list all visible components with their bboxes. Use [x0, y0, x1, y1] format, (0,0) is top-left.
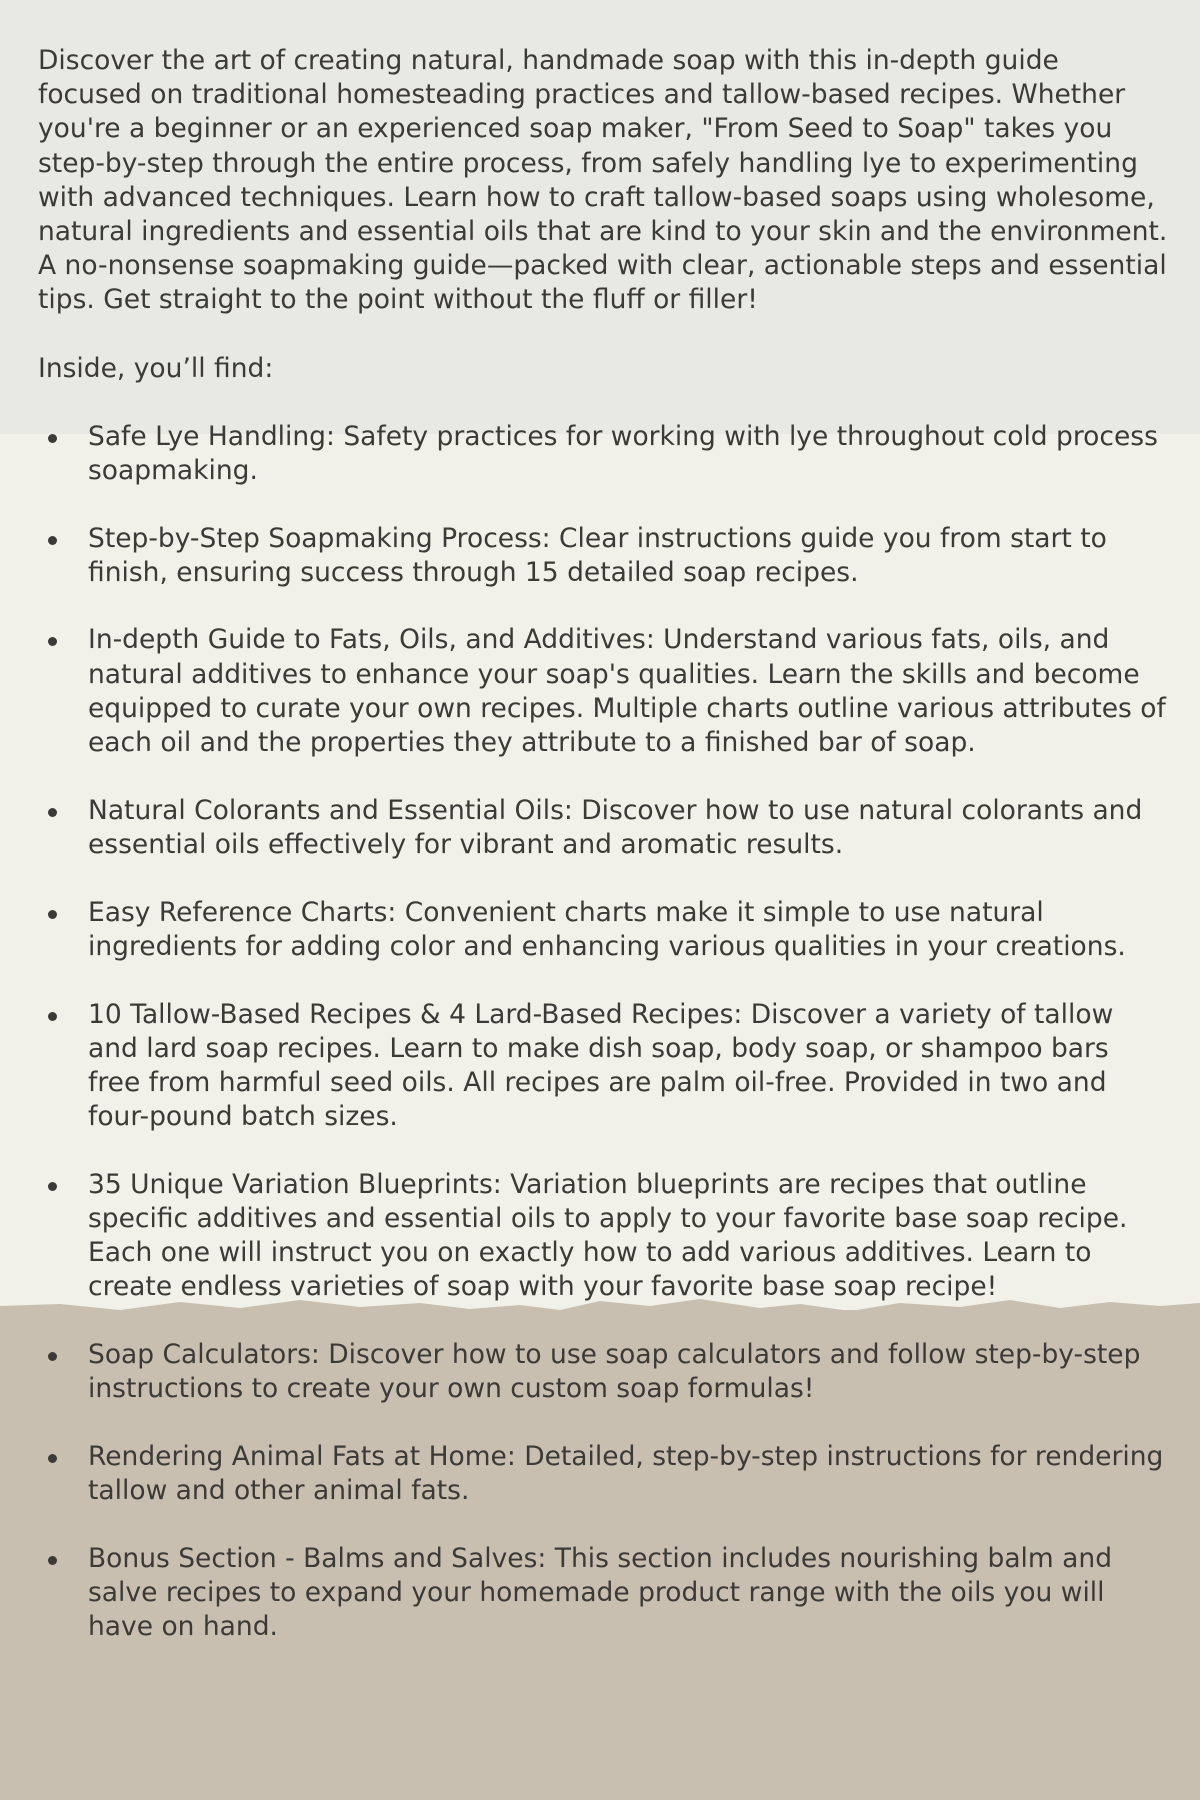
feature-text: Easy Reference Charts: Convenient charts make it simple to use natural ingredients for adding color and enhancing various qualities in your creations. [88, 896, 1126, 962]
list-item [38, 1440, 1168, 1508]
feature-text: Rendering Animal Fats at Home: Detailed, step-by-step instructions for rendering tallow and other animal fats. [88, 1441, 1164, 1507]
list-item [38, 522, 1168, 590]
feature-text: In-depth Guide to Fats, Oils, and Additives: Understand various fats, oils, and natural additives to enhance your soap's qualities. Learn the skills and become equipped to curate your own recipes. Multiple charts outline various attributes of each oil and the properties they attribute to a finished bar of soap. [88, 624, 1166, 759]
feature-text: Bonus Section - Balms and Salves: This section includes nourishing balm and salve recipes to expand your homemade product range with the oils you will have on hand. [88, 1543, 1113, 1643]
bullet-icon [48, 1454, 57, 1463]
feature-text: Soap Calculators: Discover how to use soap calculators and follow step-by-step instructions to create your own custom soap formulas! [88, 1339, 1141, 1405]
product-description [38, 44, 1168, 1678]
bullet-icon [48, 910, 57, 919]
list-item [38, 1168, 1168, 1305]
bullet-icon [48, 637, 57, 646]
feature-text: Safe Lye Handling: Safety practices for working with lye throughout cold process soapmaking. [88, 420, 1158, 486]
list-item [38, 998, 1168, 1135]
bullet-icon [48, 1556, 57, 1565]
list-item [38, 794, 1168, 862]
bullet-icon [48, 808, 57, 817]
list-item [38, 623, 1168, 760]
bullet-icon [48, 1352, 57, 1361]
intro-paragraph: Discover the art of creating natural, handmade soap with this in-depth guide focused on traditional homesteading practices and tallow-based recipes. Whether you're a beginner or an experienced soap maker, "From Seed to Soap" takes you step-by-step through the entire process, from safely handling lye to experimenting with advanced techniques. Learn how to craft tallow-based soaps using wholesome, natural ingredients and essential oils that are kind to your skin and the environment. A no-nonsense soapmaking guide—packed with clear, actionable steps and essential tips. Get straight to the point without the fluff or filler! [38, 45, 1168, 316]
list-item [38, 420, 1168, 488]
list-item [38, 896, 1168, 964]
feature-text: 35 Unique Variation Blueprints: Variation blueprints are recipes that outline specific additives and essential oils to apply to your favorite base soap recipe. Each one will instruct you on exactly how to add various additives. Learn to create endless varieties of soap with your favorite base soap recipe! [88, 1168, 1128, 1303]
list-item [38, 1542, 1168, 1645]
feature-text: Step-by-Step Soapmaking Process: Clear instructions guide you from start to finish, ensuring success through 15 detailed soap recipes. [88, 522, 1107, 588]
list-item [38, 1338, 1168, 1406]
inside-heading: Inside, you’ll find: [38, 352, 274, 384]
feature-text: Natural Colorants and Essential Oils: Discover how to use natural colorants and essential oils effectively for vibrant and aromatic results. [88, 794, 1143, 860]
feature-list [38, 420, 1168, 1645]
bullet-icon [48, 536, 57, 545]
bullet-icon [48, 434, 57, 443]
bullet-icon [48, 1012, 57, 1021]
bullet-icon [48, 1182, 57, 1191]
feature-text: 10 Tallow-Based Recipes & 4 Lard-Based Recipes: Discover a variety of tallow and lard soap recipes. Learn to make dish soap, body soap, or shampoo bars free from harmful seed oils. All recipes are palm oil-free. Provided in two and four-pound batch sizes. [88, 998, 1114, 1133]
